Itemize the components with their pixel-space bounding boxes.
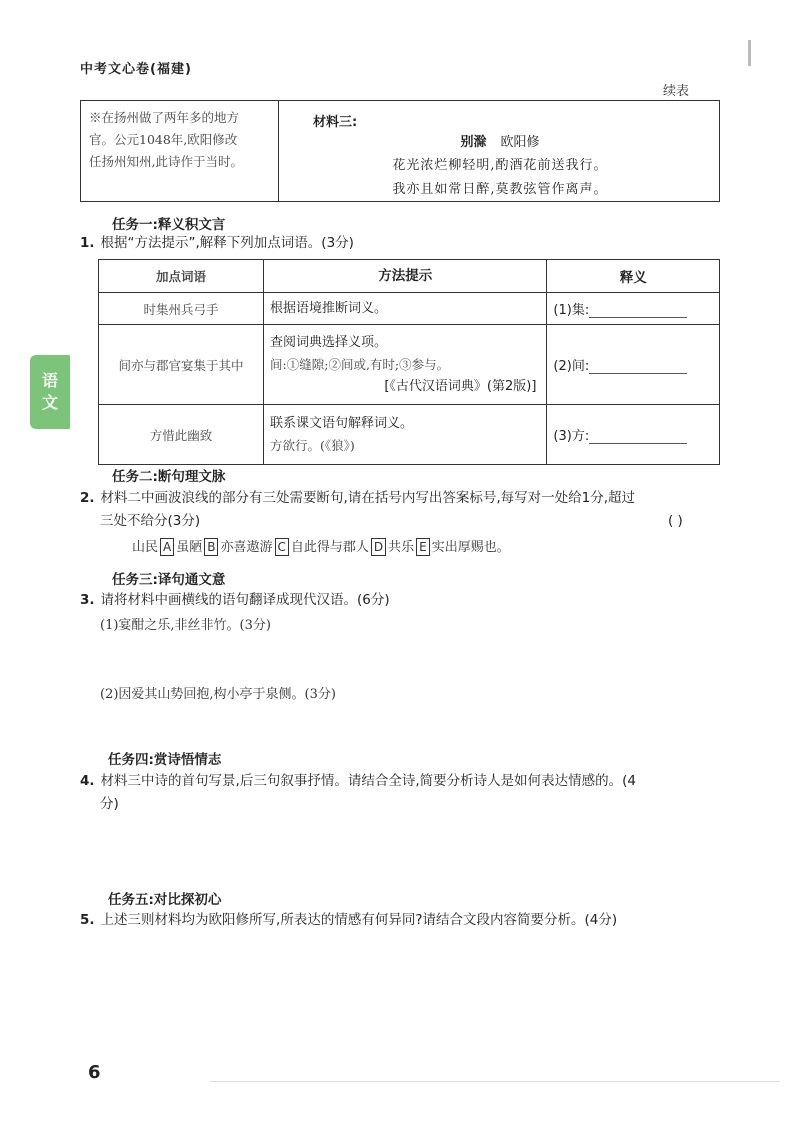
material3-cell <box>281 101 719 201</box>
answer-cell[interactable] <box>547 405 720 465</box>
note-line: 任扬州知州,此诗作于当时。 <box>89 154 243 169</box>
question-number: 2. <box>80 490 95 506</box>
sentence-segment: 共乐 <box>388 540 415 555</box>
note-cell <box>81 101 279 201</box>
question-text: 材料三中诗的首句写景,后三句叙事抒情。请结合全诗,简要分析诗人是如何表达情感的。(4 <box>100 773 636 789</box>
header-meaning: 释义 <box>547 260 720 293</box>
question-number: 4. <box>80 773 95 789</box>
poem-line: 我亦且如常日醉,莫教弦管作离声。 <box>392 182 608 197</box>
word-explanation-table <box>98 259 720 465</box>
subquestion-3-1: (1)宴酣之乐,非丝非竹。(3分) <box>100 618 271 633</box>
sentence-segment: 实出厚赐也。 <box>431 540 510 555</box>
punctuation-sentence <box>132 538 510 558</box>
answer-blank[interactable] <box>589 303 687 318</box>
break-option-e: E <box>416 538 430 556</box>
question-text: 材料二中画波浪线的部分有三处需要断句,请在括号内写出答案标号,每写对一处给1分,超过 <box>100 490 635 506</box>
subquestion-3-2: (2)因爱其山势回抱,构小亭于泉侧。(3分) <box>100 687 336 702</box>
hint-line: 查阅词典选择义项。 <box>270 334 388 350</box>
question-2 <box>80 487 720 533</box>
sentence-segment: 自此得与郡人 <box>290 540 369 555</box>
answer-parentheses[interactable]: ( ) <box>668 513 683 529</box>
hint-cell <box>264 325 547 405</box>
phrase-cell: 时集州兵弓手 <box>99 293 264 325</box>
question-text: 上述三则材料均为欧阳修所写,所表达的情感有何异同?请结合文段内容简要分析。(4分) <box>100 912 618 928</box>
continued-table <box>80 100 720 202</box>
side-tab-char-1: 语 <box>41 371 58 390</box>
question-number: 5. <box>80 912 95 928</box>
question-5 <box>80 909 617 932</box>
question-1 <box>80 232 354 255</box>
sentence-segment: 虽陋 <box>176 540 203 555</box>
answer-cell[interactable] <box>547 293 720 325</box>
phrase-cell: 间亦与郡官宴集于其中 <box>99 325 264 405</box>
page-number: 6 <box>88 1062 101 1083</box>
continued-label: 续表 <box>663 84 690 99</box>
answer-blank[interactable] <box>589 359 687 374</box>
answer-label: (3)方: <box>553 429 590 444</box>
poem-author: 欧阳修 <box>500 135 540 150</box>
break-option-d: D <box>371 538 386 556</box>
book-title: 中考文心卷(福建) <box>80 62 192 77</box>
hint-line: 根据语境推断词义。 <box>270 300 388 316</box>
poem-title: 别滁 <box>460 135 487 150</box>
side-tab-char-2: 文 <box>41 393 58 412</box>
header-phrase: 加点词语 <box>99 260 264 293</box>
table-row <box>99 405 720 465</box>
answer-cell[interactable] <box>547 325 720 405</box>
question-text: 根据“方法提示”,解释下列加点词语。(3分) <box>100 235 354 251</box>
footer-divider <box>210 1081 780 1082</box>
sentence-segment: 亦喜遨游 <box>220 540 273 555</box>
hint-line: 间:①缝隙;②间或,有时;③参与。 <box>270 356 450 372</box>
break-option-b: B <box>204 538 218 556</box>
answer-label: (2)间: <box>553 359 590 374</box>
break-option-c: C <box>275 538 289 556</box>
table-row <box>99 293 720 325</box>
answer-blank[interactable] <box>589 429 687 444</box>
question-number: 1. <box>80 235 95 251</box>
hint-reference: [《古代汉语词典》(第2版)] <box>384 378 537 394</box>
header-hint: 方法提示 <box>264 260 547 293</box>
hint-cell <box>264 405 547 465</box>
question-text: 请将材料中画横线的语句翻译成现代汉语。(6分) <box>100 592 390 608</box>
question-number: 3. <box>80 592 95 608</box>
answer-label: (1)集: <box>553 303 590 318</box>
question-text-cont: 三处不给分(3分) <box>100 513 201 529</box>
break-option-a: A <box>160 538 174 556</box>
sentence-segment: 山民 <box>132 540 159 555</box>
hint-cell <box>264 293 547 325</box>
hint-line: 方欲行。(《狼》) <box>270 437 355 453</box>
task5-title: 任务五:对比探初心 <box>108 892 222 908</box>
question-3 <box>80 589 390 612</box>
corner-mark <box>748 40 751 66</box>
task3-title: 任务三:译句通文意 <box>112 572 226 588</box>
task2-title: 任务二:断句理文脉 <box>112 469 226 485</box>
note-line: 官。公元1048年,欧阳修改 <box>89 132 238 147</box>
phrase-cell: 方惜此幽致 <box>99 405 264 465</box>
task1-title: 任务一:释义积文言 <box>112 217 226 233</box>
material3-label: 材料三: <box>313 115 358 130</box>
hint-line: 联系课文语句解释词义。 <box>270 415 414 431</box>
question-4 <box>80 770 720 816</box>
task4-title: 任务四:赏诗悟情志 <box>108 752 222 768</box>
note-line: ※在扬州做了两年多的地方 <box>89 110 240 125</box>
question-text-cont: 分) <box>100 796 119 812</box>
poem-heading <box>281 131 719 150</box>
table-row <box>99 325 720 405</box>
subject-side-tab <box>30 355 70 429</box>
poem-line: 花光浓烂柳轻明,酌酒花前送我行。 <box>392 158 608 173</box>
